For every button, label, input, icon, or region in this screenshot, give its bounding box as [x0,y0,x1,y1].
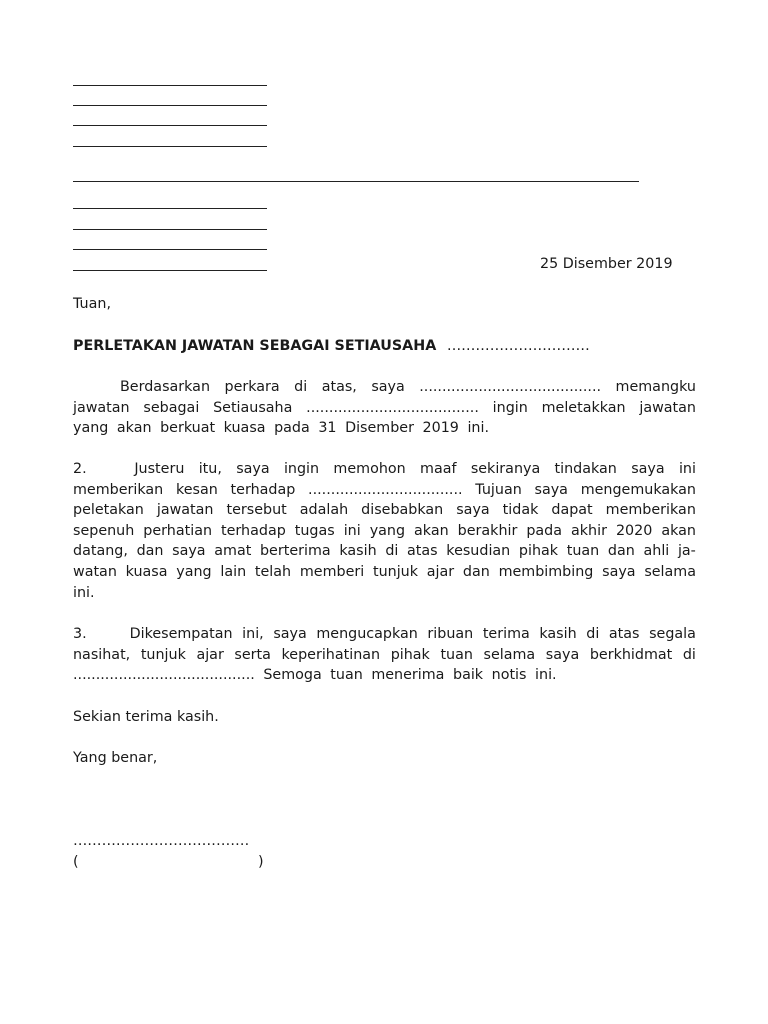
word: akhir [571,522,607,539]
word: ingin [492,399,528,416]
paragraph-line [73,521,696,542]
word: berterima [259,543,331,560]
word: pihak [518,543,559,560]
word: saya [371,379,405,395]
paragraph-line [73,665,696,686]
word: mengemukakan [580,481,696,498]
word: Dikesempatan [129,626,233,642]
word: saya [631,461,665,477]
paragraph-line [73,624,696,645]
word: ini [678,461,696,477]
closing-remark: Sekian terima kasih. [73,709,219,725]
word: memohon [333,461,406,477]
word: sekiranya [470,461,541,477]
word: perhatian [143,522,213,539]
word: selama [644,563,696,580]
word: ajar [426,563,455,580]
word: sepenuh [73,522,135,539]
paragraph-line [73,583,696,604]
word: keperihatinan [281,646,381,663]
word: di [586,626,600,642]
word: tuan [330,667,363,684]
word: pada [526,522,563,539]
word: tindakan [554,461,617,477]
subject-line [73,336,590,357]
word: saya [534,481,568,498]
recipient-address-line [73,208,267,209]
word: perkara [224,379,280,395]
word: 2019 [422,420,459,437]
name-close-bracket: ) [258,854,264,870]
word: segala [649,626,696,642]
paragraph-line [73,459,696,480]
fill-in-dots: ........................................ [419,379,602,395]
word: saya [456,502,490,519]
word: jawatan [73,399,130,416]
word: tunjuk [372,563,419,580]
word: tugas [294,522,335,539]
word: membimbing [498,563,594,580]
word: tuan [566,543,600,560]
word: mengucapkan [316,626,418,642]
word: sebagai [143,399,200,416]
word: di [682,646,696,663]
word: dan [607,543,635,560]
sender-address-line [73,125,267,126]
word: ini. [535,667,557,684]
word: ini [343,522,361,539]
word: ini, [242,626,264,642]
subject-dots: ………………………… [446,338,590,354]
word: tunjuk [140,646,186,663]
recipient-address-line [73,270,267,271]
paragraph-3 [73,624,696,686]
word: dapat [551,502,593,519]
salutation: Tuan, [73,296,111,312]
signature-line: ………………………………. [73,833,250,849]
name-open-bracket: ( [73,854,79,870]
word: pihak [390,646,430,663]
word: tidak [502,502,539,519]
sender-address-line [73,146,267,147]
word: meletakkan [541,399,626,416]
word: Tujuan [475,481,522,498]
word: yang [369,522,406,539]
word: memberikan [73,481,164,498]
word: saya [602,563,636,580]
word: terhadap [221,522,286,539]
word: jawatan [639,399,696,416]
word: ahli [643,543,670,560]
paragraph-2 [73,459,696,603]
word: datang, [73,543,128,560]
word: atas [407,543,438,560]
paragraph-number: 3. [73,626,87,642]
separator-line [73,181,639,182]
word: baik [453,667,484,684]
word: ja- [677,543,696,560]
word: notis [491,667,527,684]
word: saya [172,543,206,560]
fill-in-dots: .................................. [308,481,463,498]
subject-title: PERLETAKAN JAWATAN SEBAGAI SETIAUSAHA [73,338,437,354]
word: memangku [615,379,696,395]
word: peletakan [73,502,144,519]
word: akan [116,420,152,437]
word: maaf [420,461,457,477]
word: menerima [371,667,445,684]
word: yang [73,420,109,437]
word: ini. [467,420,490,437]
word: berakhir [457,522,518,539]
word: kasih [339,543,377,560]
word: 2020 [615,522,653,539]
word: pada [274,420,310,437]
word: nasihat, [73,646,131,663]
word: saya [236,461,270,477]
word: dan [136,543,164,560]
paragraph-line [73,418,696,439]
fill-in-dots: ........................................ [73,667,255,684]
recipient-address-line [73,229,267,230]
word: terhadap [230,481,296,498]
word: memberikan [605,502,696,519]
word: adalah [299,502,349,519]
word: amat [214,543,252,560]
word: 31 [318,420,337,437]
word: Berdasarkan [120,379,211,395]
word: akan [661,522,696,539]
paragraph-1 [73,377,696,439]
word: Semoga [263,667,322,684]
paragraph-line [73,480,696,501]
word: tersebut [226,502,287,519]
word: yang [176,563,212,580]
paragraph-number: 2. [73,461,87,477]
paragraph-line [73,500,696,521]
paragraph-line [73,645,696,666]
word: ajar [196,646,224,663]
word: ingin [283,461,320,477]
word: Disember [345,420,414,437]
word: dan [462,563,490,580]
paragraph-line [73,541,696,562]
word: terima [482,626,530,642]
recipient-address-line [73,249,267,250]
word: saya [545,646,580,663]
word: serta [234,646,271,663]
word: berkhidmat [589,646,673,663]
sender-address-line [73,105,267,106]
paragraph-line [73,377,696,398]
word: akan [414,522,449,539]
word: watan [73,563,117,580]
sign-off: Yang benar, [73,750,158,766]
word: disebabkan [361,502,444,519]
word: kasih [539,626,577,642]
word: kesan [175,481,218,498]
word: atas [608,626,640,642]
paragraph-line [73,398,696,419]
word: kuasa [223,420,266,437]
word: Justeru [134,461,185,477]
word: saya [273,626,307,642]
word: Setiausaha [213,399,293,416]
word: berkuat [160,420,216,437]
fill-in-dots: ...................................... [306,399,479,416]
word: tuan [440,646,473,663]
paragraph-line [73,562,696,583]
word: di [385,543,399,560]
word: kuasa [125,563,168,580]
sender-address-line [73,85,267,86]
word: jawatan [156,502,214,519]
word: telah [254,563,292,580]
word: di [294,379,308,395]
word: itu, [198,461,222,477]
word: ini. [73,584,95,601]
word: lain [220,563,247,580]
word: ribuan [427,626,474,642]
word: kesudian [446,543,511,560]
word: selama [483,646,536,663]
letter-date: 25 Disember 2019 [540,256,673,272]
word: atas, [321,379,357,395]
word: memberi [299,563,365,580]
